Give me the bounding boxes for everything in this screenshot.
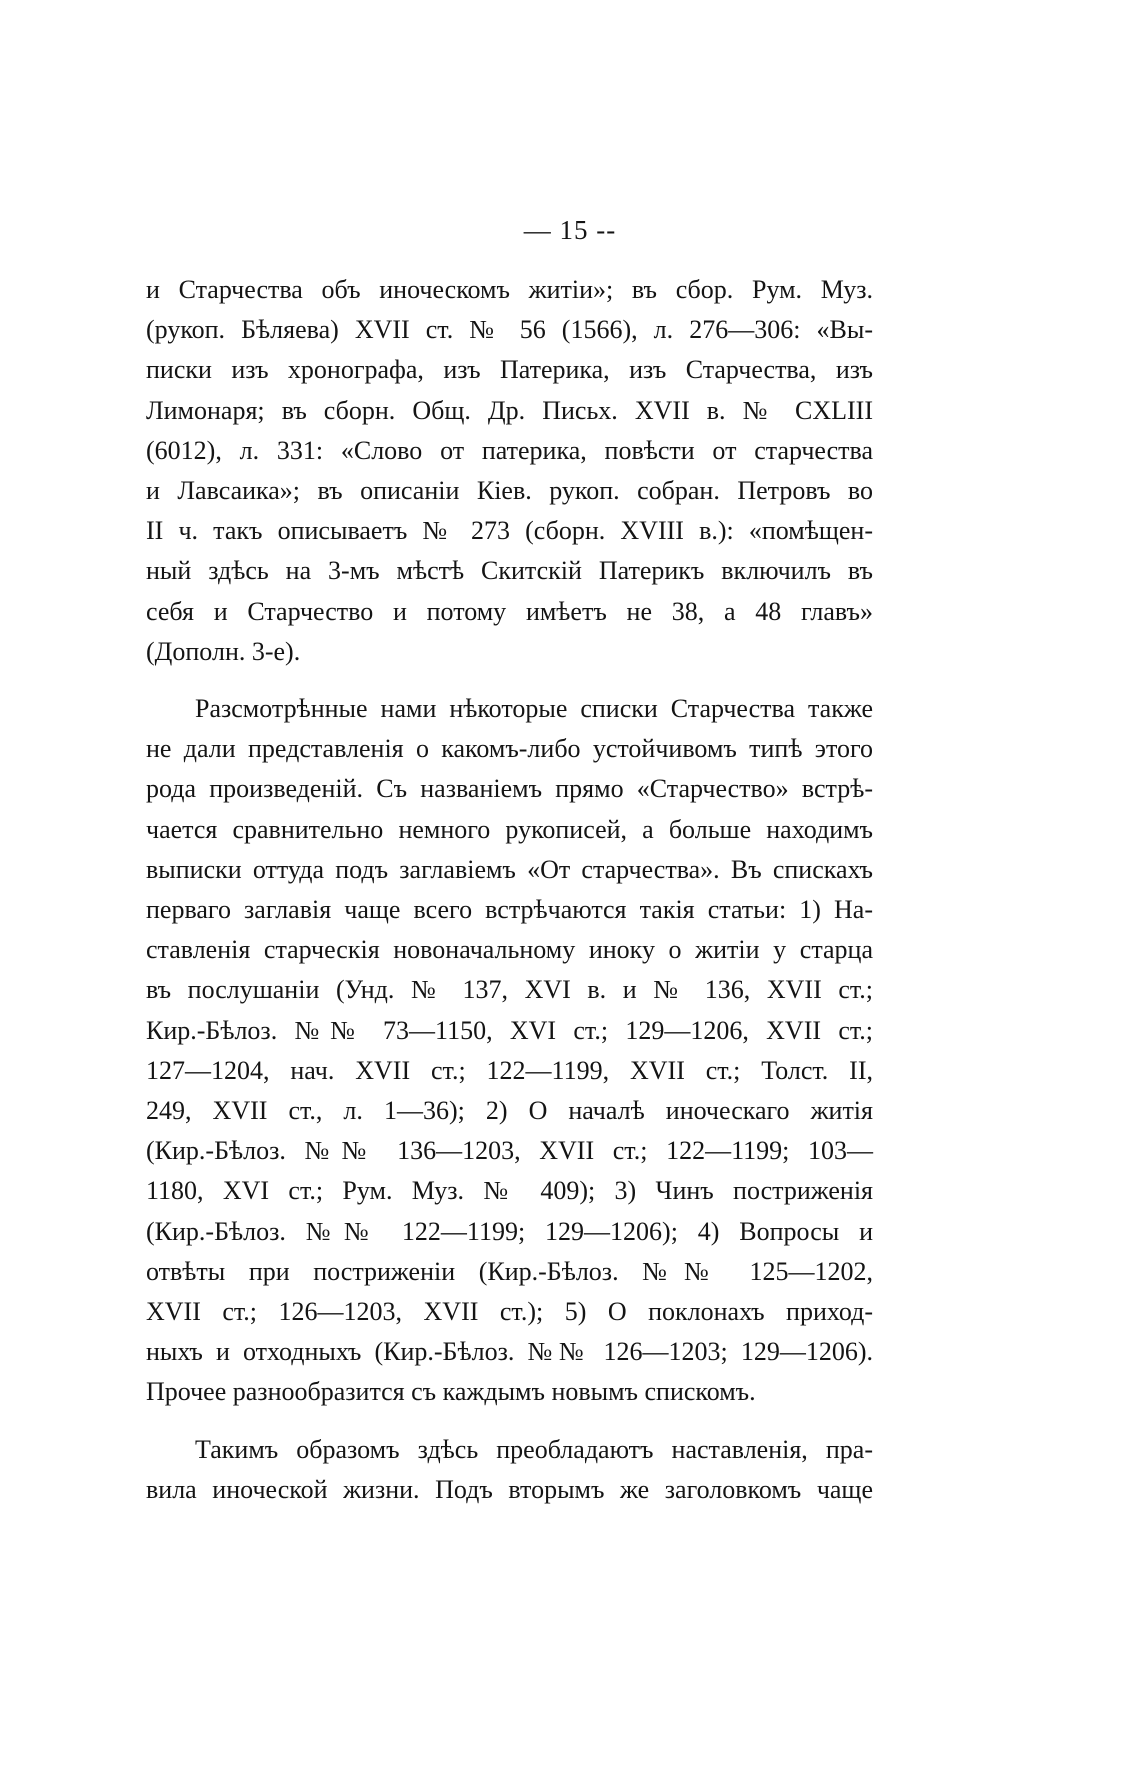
text-line: II ч. такъ описываетъ № 273 (сборн. XVIII в.): «помѣщен- <box>146 516 873 546</box>
page-number: — 15 -- <box>523 215 617 245</box>
text-line: себя и Старчество и потому имѣетъ не 38, а 48 главъ» <box>146 596 873 626</box>
text-line: (рукоп. Бѣляева) XVII ст. № 56 (1566), л. 276—306: «Вы- <box>146 315 873 345</box>
paragraph-3 <box>146 1430 873 1510</box>
text-line: Разсмотрѣнные нами нѣкоторые списки Старчества также <box>195 694 873 724</box>
text-line: и Лавсаика»; въ описанiи Кiев. рукоп. собран. Петровъ во <box>146 476 873 506</box>
text-line: рода произведенiй. Съ названiемъ прямо «Старчество» встрѣ- <box>146 774 873 804</box>
body-text <box>146 270 873 1510</box>
text-line: чается сравнительно немного рукописей, а больше находимъ <box>146 814 873 844</box>
text-line: вила иноческой жизни. Подъ вторымъ же заголовкомъ чаще <box>146 1474 873 1504</box>
text-line: не дали представленiя о какомъ-либо устойчивомъ типѣ этого <box>146 734 873 764</box>
text-line: Прочее разнообразится съ каждымъ новымъ спискомъ. <box>146 1377 756 1407</box>
text-line: 127—1204, нач. XVII ст.; 122—1199, XVII ст.; Толст. II, <box>146 1055 873 1085</box>
text-line: Такимъ образомъ здѣсь преобладаютъ наставленiя, пра- <box>195 1434 873 1464</box>
text-line: (Кир.-Бѣлоз. №№ 136—1203, XVII ст.; 122—1199; 103— <box>146 1136 873 1166</box>
text-line: (6012), л. 331: «Слово от патерика, повѣсти от старчества <box>146 435 873 465</box>
paragraph-1 <box>146 270 873 672</box>
text-line: XVII ст.; 126—1203, XVII ст.); 5) О поклонахъ приход- <box>146 1297 873 1327</box>
paragraph-2 <box>146 689 873 1413</box>
text-line: ныхъ и отходныхъ (Кир.-Бѣлоз. №№ 126—1203; 129—1206). <box>146 1337 873 1367</box>
text-line: 1180, XVI ст.; Рум. Муз. № 409); 3) Чинъ постриженiя <box>146 1176 873 1206</box>
text-line: и Старчества объ иноческомъ житiи»; въ сбор. Рум. Муз. <box>146 275 873 304</box>
text-line: Кир.-Бѣлоз. №№ 73—1150, XVI ст.; 129—1206, XVII ст.; <box>146 1015 873 1045</box>
text-line: отвѣты при постриженiи (Кир.-Бѣлоз. №№ 125—1202, <box>146 1256 873 1286</box>
text-line: въ послушанiи (Унд. № 137, XVI в. и № 136, XVII ст.; <box>146 975 873 1005</box>
text-line: (Дополн. 3-е). <box>146 636 301 666</box>
text-line: 249, XVII ст., л. 1—36); 2) О началѣ иноческаго житiя <box>146 1096 873 1126</box>
text-line: (Кир.-Бѣлоз. №№ 122—1199; 129—1206); 4) Вопросы и <box>146 1216 873 1246</box>
text-line: ный здѣсь на 3-мъ мѣстѣ Скитскiй Патерикъ включилъ въ <box>146 556 873 586</box>
text-line: ставленiя старческiя новоначальному иноку о житiи у старца <box>146 935 873 965</box>
text-line: писки изъ хронографа, изъ Патерика, изъ Старчества, изъ <box>146 355 873 385</box>
text-line: перваго заглавiя чаще всего встрѣчаются такiя статьи: 1) На- <box>146 895 873 925</box>
text-line: выписки оттуда подъ заглавiемъ «От старчества». Въ спискахъ <box>146 854 873 884</box>
text-line: Лимонаря; въ сборн. Общ. Др. Письх. XVII в. № CXLIII <box>146 395 873 425</box>
